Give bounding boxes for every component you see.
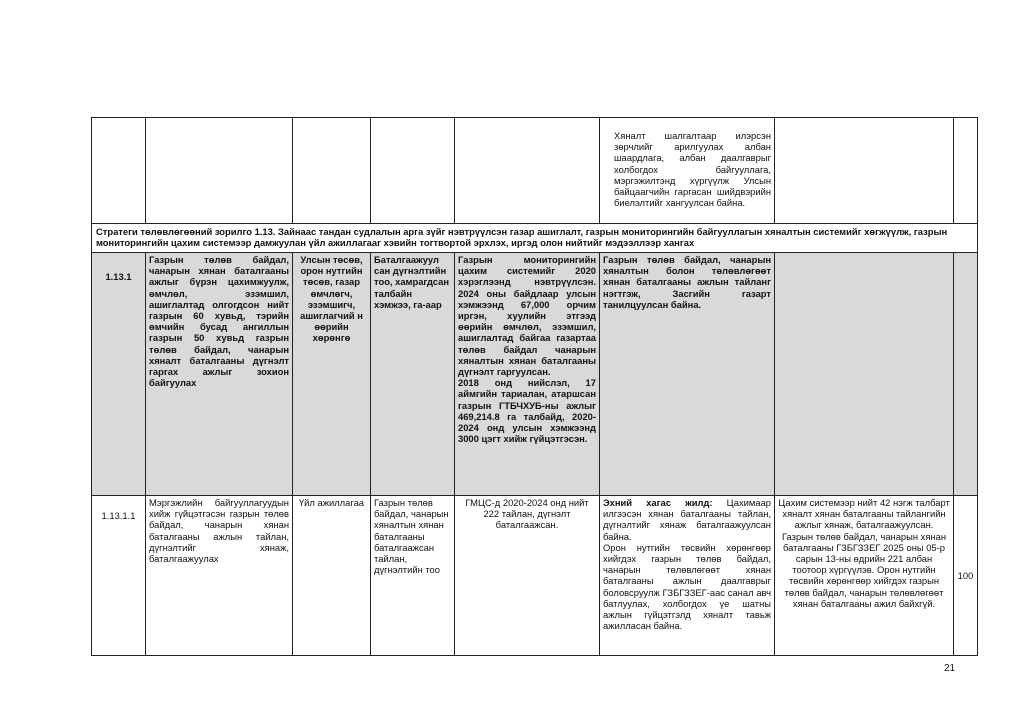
row-1-13-1-code: 1.13.1 — [92, 253, 146, 496]
top-code-cell — [92, 118, 146, 224]
row-1-13-1-target: Газрын төлөв байдал, чанарын хяналтын болон төлөвлөгөөт хянан баталгааны ажлын тайланг нэгтгэж, Засгийн газарт танилцуулсан байна. — [600, 253, 775, 496]
row-1-13-1-percent — [954, 253, 978, 496]
row-1-13-1-1-activity: Мэргэжлийн байгууллагуудын хийж гүйцэтгэсэн газрын төлөв байдал, чанарын хянан баталгааны ажлын тайлан, дүгнэлтийг хянаж, баталгаажуулах — [146, 496, 293, 656]
top-baseline-cell — [455, 118, 600, 224]
row-1-13-1-1-target-lead: Эхний хагас жилд: — [603, 497, 713, 508]
top-percent-cell — [954, 118, 978, 224]
row-1-13-1-1-responsible: Газрын төлөв байдал, чанарын хяналтын хянан баталгааны баталгаажсан тайлан, дүгнэлтийн тоо — [371, 496, 455, 656]
row-1-13-1-1-baseline: ГМЦС-д 2020-2024 онд нийт 222 тайлан, дүгнэлт баталгаажсан. — [455, 496, 600, 656]
row-1-13-1-1-target-text: Цахимаар илгээсэн хянан баталгааны тайлан, дүгнэлтийг хянаж баталгаажуулсан байна. Орон нутгийн төсвийн хөрөнгөөр хийгдэх газрын төлөв байдал, чанарын төлөвлөгөөт хянан баталгааны ажлын даалгаврыг боловсруулж ГЗБГЗЗЕГ-аас санал авч батлуулах, холбогдох үе шатны ажлын гүйцэтгэлд хяналт тавьж ажилласан байна. — [603, 497, 771, 632]
row-1-13-1-result — [775, 253, 954, 496]
top-activity-cell — [146, 118, 293, 224]
row-1-13-1-responsible: Баталгаажуул сан дүгнэлтийн тоо, хамрагдсан талбайн хэмжээ, га-аар — [371, 253, 455, 496]
row-1-13-1-1-result: Цахим системээр нийт 42 нэгж талбарт хяналт хянан баталгааны тайлангийн ажлыг хянаж, баталгаажуулсан. Газрын төлөв байдал, чанарын хянан баталгааны ГЗБГЗЗЕГ 2025 оны 05-р сарын 13-ны өдрийн 221 албан тоотоор хүргүүлэв. Орон нутгийн төсвийн хөрөнгөөр хийгдэх газрын төлөв байдал, чанарын төлөвлөгөөт хянан баталгааны ажил байхгүй. — [775, 496, 954, 656]
page-number: 21 — [944, 663, 956, 674]
row-1-13-1-baseline: Газрын мониторингийн цахим системийг 2020 хэрэглээнд нэвтрүүлсэн. 2024 оны байдлаар улсын хэмжээнд 67,000 орчим иргэн, хуулийн этгээд өөрийн өмчлөл, эзэмшил, ашиглалтад байгаа газартаа төлөв байдал чанарын хяналтын хянан баталгааны дүгнэлт гаргуулсан. 2018 онд нийслэл, 17 аймгийн тариалан, атаршсан газрын ГТБЧХУБ-ны ажлыг 469,214.8 га талбайд, 2020-2024 онд улсын хэмжээнд 3000 цэгт хийж гүйцэтгэсэн. — [455, 253, 600, 496]
top-indicator-cell — [600, 118, 775, 224]
top-result-cell — [775, 118, 954, 224]
row-1-13-1-1-target — [600, 496, 775, 656]
row-1-13-1-1-implementer: Үйл ажиллагаа — [293, 496, 371, 656]
top-responsible-cell — [371, 118, 455, 224]
top-implementer-cell — [293, 118, 371, 224]
action-plan-table — [91, 117, 978, 656]
top-indicator-text: Хяналт шалгалтаар илэрсэн зөрчлийг арилгуулах албан шаардлага, албан даалгаврыг холбогдох байгууллага, мэргэжилтэнд хүргүүлж Улсын байцаагчийн гаргасан шийдвэрийн биелэлтийг хангуулсан байна. — [614, 130, 771, 209]
row-1-13-1-activity: Газрын төлөв байдал, чанарын хянан баталгааны ажлыг бүрэн цахимжуулж, өмчлөл, эзэмшил, ашиглалтад олгогдсон нийт газрын 60 хувьд, тэрийн өмчийн бусад ангиллын газрын 50 хувьд газрын төлөв байдал, чанарын хяналт баталгааны дүгнэлт гаргах ажлыг зохион байгуулах — [146, 253, 293, 496]
row-1-13-1-1-code: 1.13.1.1 — [92, 496, 146, 656]
top-row — [92, 118, 978, 224]
row-1-13-1 — [92, 253, 978, 496]
strategy-goal: Стратеги төлөвлөгөөний зорилго 1.13. Зайнаас тандан судлалын арга зүйг нэвтрүүлсэн газар ашиглалт, газрын мониторингийн байгууллагын хяналтын системийг хөгжүүлж, газрын мониторингийн цахим системээр дамжуулан үйл ажиллагааг хэвийн тогтвортой эрхлэх, иргэд олон нийтийг мэдээллээр хангах — [92, 224, 978, 253]
strategy-row — [92, 224, 978, 253]
row-1-13-1-implementer: Улсын төсөв, орон нутгийн төсөв, газар өмчлөгч, эзэмшигч, ашиглагчий н өөрийн хөрөнгө — [293, 253, 371, 496]
row-1-13-1-1 — [92, 496, 978, 656]
row-1-13-1-1-percent: 100 — [954, 496, 978, 656]
